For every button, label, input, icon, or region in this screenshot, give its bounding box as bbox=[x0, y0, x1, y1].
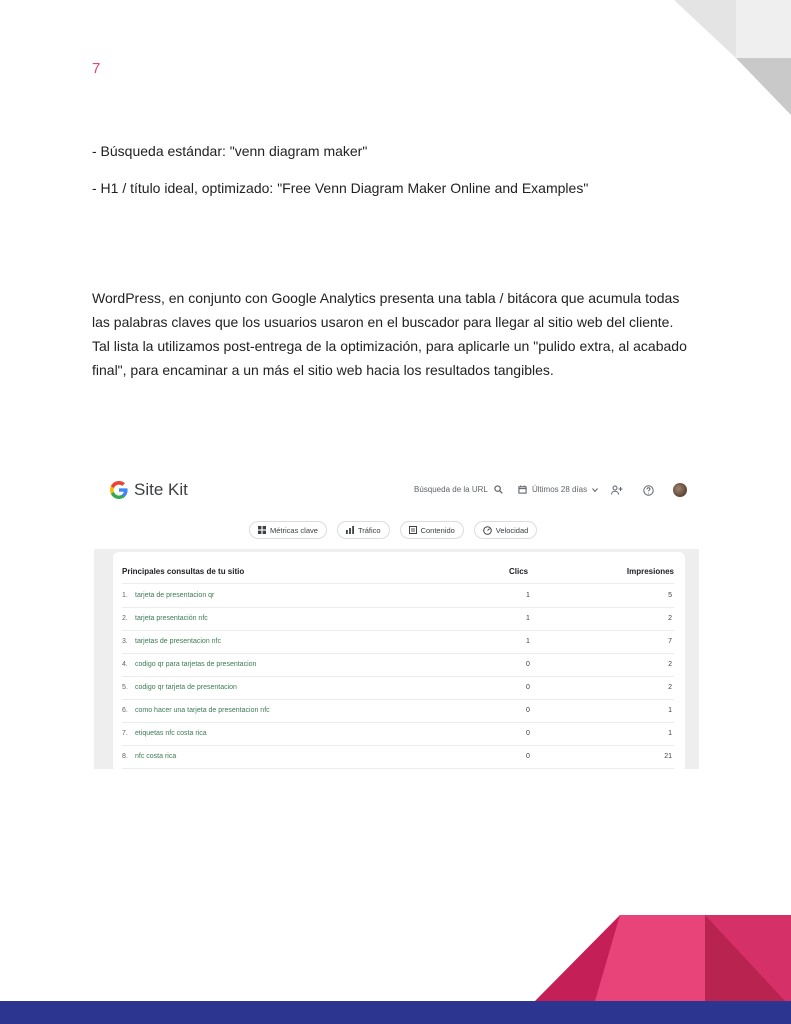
row-rank: 6. bbox=[122, 707, 128, 714]
query-link[interactable]: codigo qr tarjeta de presentacion bbox=[135, 684, 237, 691]
row-clicks: 0 bbox=[526, 684, 530, 691]
tab-label: Contenido bbox=[420, 525, 455, 535]
query-link[interactable]: codigo qr para tarjetas de presentacion bbox=[135, 661, 257, 668]
help-button[interactable] bbox=[641, 483, 655, 497]
search-icon bbox=[494, 485, 503, 494]
row-clicks: 0 bbox=[526, 730, 530, 737]
url-search-label: Búsqueda de la URL bbox=[414, 485, 488, 494]
column-header-clicks[interactable]: Clics bbox=[509, 567, 529, 576]
row-rank: 5. bbox=[122, 684, 128, 691]
sitekit-body bbox=[94, 549, 699, 769]
page-number: 7 bbox=[92, 60, 101, 77]
table-header bbox=[122, 565, 674, 584]
tab-content[interactable] bbox=[400, 521, 464, 539]
row-clicks: 1 bbox=[526, 638, 530, 645]
row-impressions: 1 bbox=[668, 730, 672, 737]
url-search-button[interactable] bbox=[414, 485, 503, 494]
row-rank: 8. bbox=[122, 753, 128, 760]
table-row bbox=[122, 653, 674, 677]
add-user-icon bbox=[611, 485, 623, 495]
top-queries-card bbox=[113, 552, 685, 769]
table-row bbox=[122, 745, 674, 769]
table-row bbox=[122, 630, 674, 654]
table-row bbox=[122, 699, 674, 723]
row-rank: 2. bbox=[122, 615, 128, 622]
speedometer-icon bbox=[483, 526, 492, 535]
bullet-h1-title: - H1 / título ideal, optimizado: "Free Venn Diagram Maker Online and Examples" bbox=[92, 180, 589, 196]
row-impressions: 1 bbox=[668, 707, 672, 714]
row-impressions: 2 bbox=[668, 684, 672, 691]
paragraph-line: final", para encaminar a un más el sitio web hacia los resultados tangibles. bbox=[92, 362, 554, 378]
row-rank: 1. bbox=[122, 592, 128, 599]
row-impressions: 7 bbox=[668, 638, 672, 645]
add-user-button[interactable] bbox=[610, 483, 624, 497]
row-clicks: 0 bbox=[526, 753, 530, 760]
table-title: Principales consultas de tu sitio bbox=[122, 567, 245, 576]
sitekit-nav-tabs bbox=[249, 521, 537, 539]
row-clicks: 1 bbox=[526, 615, 530, 622]
avatar[interactable] bbox=[673, 483, 687, 497]
row-rank: 7. bbox=[122, 730, 128, 737]
query-link[interactable]: etiquetas nfc costa rica bbox=[135, 730, 207, 737]
query-link[interactable]: tarjeta de presentacion qr bbox=[135, 592, 215, 599]
corner-decoration-bottom bbox=[535, 915, 791, 1001]
tab-key-metrics[interactable] bbox=[249, 521, 327, 539]
bullet-standard-search: - Búsqueda estándar: "venn diagram maker" bbox=[92, 143, 368, 159]
footer-bar bbox=[0, 1001, 791, 1024]
corner-decoration-top bbox=[660, 0, 791, 120]
grid-icon bbox=[258, 526, 266, 534]
body-paragraph bbox=[92, 286, 704, 382]
sitekit-logo-text: Site Kit bbox=[134, 480, 188, 499]
date-range-label: Últimos 28 días bbox=[532, 485, 588, 494]
sitekit-screenshot bbox=[94, 470, 699, 769]
tab-traffic[interactable] bbox=[337, 521, 390, 539]
query-link[interactable]: nfc costa rica bbox=[135, 753, 177, 760]
tab-label: Velocidad bbox=[495, 525, 529, 535]
content-icon bbox=[409, 526, 417, 534]
help-icon bbox=[643, 485, 654, 496]
tab-label: Métricas clave bbox=[270, 525, 318, 535]
table-row bbox=[122, 676, 674, 700]
sitekit-header bbox=[94, 470, 699, 514]
date-range-selector[interactable] bbox=[518, 485, 598, 494]
sitekit-logo[interactable] bbox=[110, 480, 188, 500]
row-impressions: 2 bbox=[668, 615, 672, 622]
row-clicks: 1 bbox=[526, 592, 530, 599]
google-g-icon bbox=[110, 481, 128, 499]
row-rank: 3. bbox=[122, 638, 128, 645]
bar-chart-icon bbox=[346, 526, 354, 534]
paragraph-line: WordPress, en conjunto con Google Analytics presenta una tabla / bitácora que acumula todas bbox=[92, 290, 680, 306]
query-link[interactable]: tarjetas de presentacion nfc bbox=[135, 638, 221, 645]
row-impressions: 5 bbox=[668, 592, 672, 599]
paragraph-line: Tal lista la utilizamos post-entrega de la optimización, para aplicarle un "pulido extra, al acabado bbox=[92, 338, 687, 354]
tab-label: Tráfico bbox=[357, 525, 381, 535]
calendar-icon bbox=[518, 485, 527, 494]
column-header-impressions[interactable]: Impresiones bbox=[626, 567, 674, 576]
table-row bbox=[122, 722, 674, 746]
table-row bbox=[122, 584, 674, 608]
row-clicks: 0 bbox=[526, 661, 530, 668]
table-row bbox=[122, 607, 674, 631]
chevron-down-icon bbox=[592, 487, 598, 493]
row-clicks: 0 bbox=[526, 707, 530, 714]
row-impressions: 21 bbox=[664, 753, 672, 760]
tab-speed[interactable] bbox=[474, 521, 538, 539]
row-impressions: 2 bbox=[668, 661, 672, 668]
row-rank: 4. bbox=[122, 661, 128, 668]
query-link[interactable]: tarjeta presentación nfc bbox=[135, 615, 208, 622]
paragraph-line: las palabras claves que los usuarios usaron en el buscador para llegar al sitio web del cliente. bbox=[92, 314, 674, 330]
query-link[interactable]: como hacer una tarjeta de presentacion nfc bbox=[135, 707, 270, 714]
